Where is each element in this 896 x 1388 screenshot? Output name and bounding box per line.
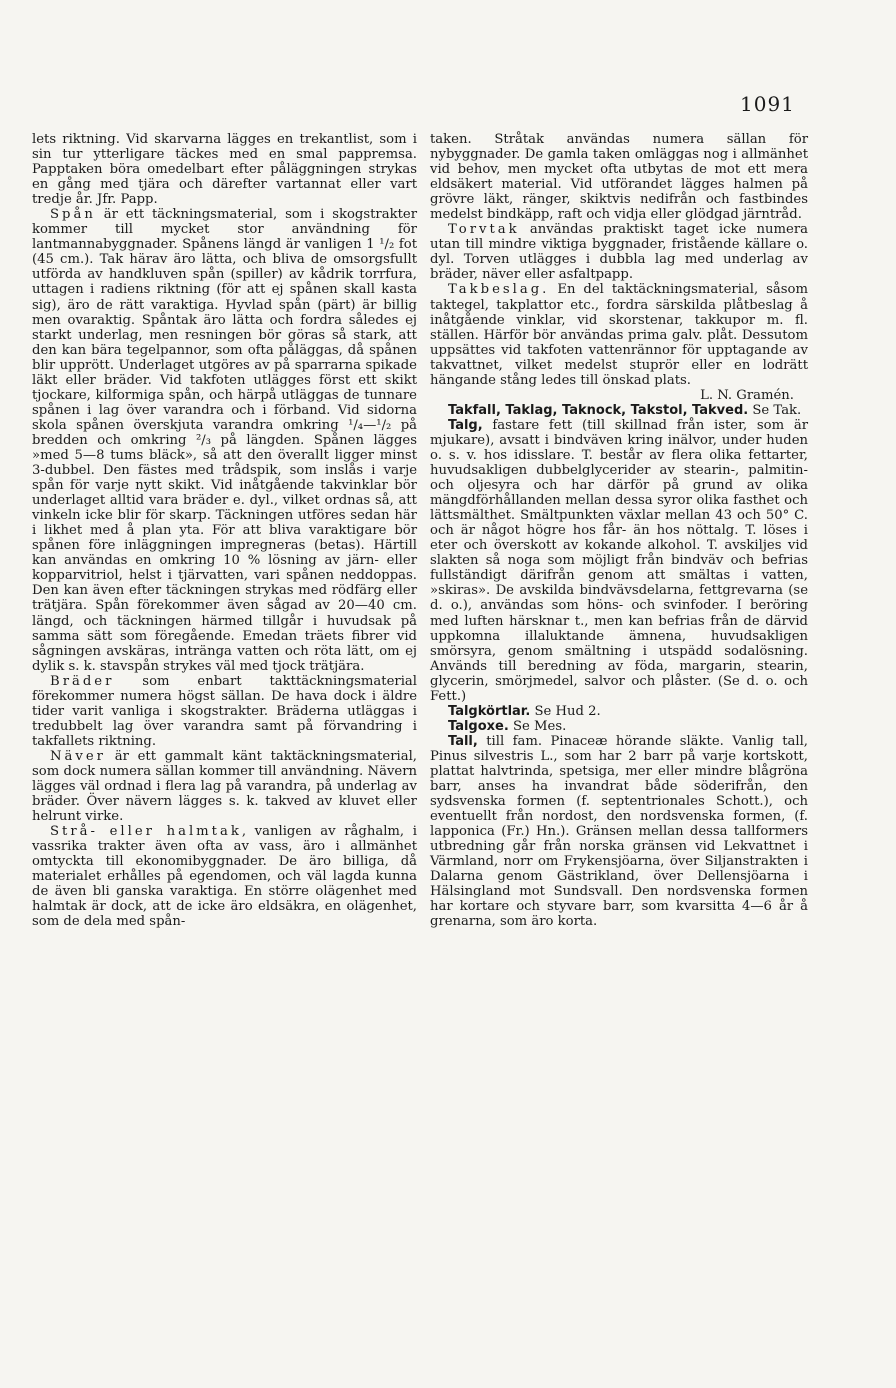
entry-text: En del taktäckningsmaterial, såsom taktegel, takplattor etc., fordra särskilda plåtbeslag å inåtgående vinklar, vid skorstenar, takkupor m. fl. ställen. Härför bör användas prima galv. plåt. Dessutom uppsättes vid takfoten vattenrännor för upptagande av takvattnet, vilket medelst stuprör eller en lodrätt hängande stång ledes till önskad plats. xyxy=(430,282,808,388)
entry-text: Se Tak. xyxy=(748,402,802,418)
entry-text: som enbart takttäckningsmaterial förekommer numera högst sällan. De hava dock i äldre tider varit vanliga i skogstrakter. Bräderna utläggas i tredubbelt lag över varandra samt på förvandring i takfallets riktning. xyxy=(32,673,417,749)
entry-torvtak xyxy=(430,222,808,282)
entry-span xyxy=(32,207,417,673)
entry-lead: Takbeslag. xyxy=(448,282,550,298)
entry-talg xyxy=(430,418,808,704)
author-signature: L. N. Gramén. xyxy=(700,387,794,403)
entry-text: är ett gammalt känt taktäckningsmaterial, som dock numera sällan kommer till användning. Nävern lägges väl ordnad i flera lag på varandra, på underlag av bräder. Över nävern lägges s. k. takved av kluvet eller helrunt virke. xyxy=(32,748,417,825)
entry-text: Se Mes. xyxy=(508,718,567,734)
entry-text: fastare fett (till skillnad från ister, som är mjukare), avsatt i bindväven kring inälvor, under huden o. s. v. hos idisslare. T. består av flera olika fettarter, huvudsakligen dubbelglycerider av stearin-, palmitin- och oljesyra och har därför på grund av olika mängdförhållanden mellan dessa syror olika fasthet och lättsmälthet. Smältpunkten växlar mellan 43 och 50° C. och är något högre hos får- än hos nöttalg. T. löses i eter och överskott av kokande alkohol. T. avskiljes vid slakten så noga som möjligt från bindväv och befrias fullständigt därifrån genom att smältas i vatten, »skiras». De avskilda bindvävsdelarna, fettgrevarna (se d. o.), användas som höns- och svinfoder. I beröring med luften härsknar t., men kan befrias från de därvid uppkomna illaluktande ämnena, huvudsakligen smörsyra, genom smältning i utspädd sodalösning. Används till beredning av föda, margarin, stearin, glycerin, smörjmedel, salvor och plåster. (Se d. o. och Fett.) xyxy=(430,417,808,704)
entry-text: är ett täckningsmaterial, som i skogstrakter kommer till mycket stor användning för lantmannabyggnader. Spånens längd är vanligen 1 ¹/₂ fot (45 cm.). Tak härav äro lätta, och bliva de omsorgsfullt utförda av handkluven spån (spiller) av kådrik torrfura, uttagen i radiens riktning (för att ej spånen skall kasta sig), äro de rätt varaktiga. Hyvlad spån (pärt) är billig men ovaraktig. Spåntak äro lätta och fordra således ej starkt underlag, men resningen bör göras så stark, att den kan bära tegelpannor, som ofta påläggas, då spånen blir upprött. Underlaget utgöres av på sparrarna spikade läkt eller bräder. Vid takfoten utlägges först ett skikt tjockare, kilformiga spån, och härpå utläggas de tunnare spånen i lag över varandra och i förband. Vid sidorna skola spånen överskjuta varandra omkring ¹/₄—¹/₂ på bredden och omkring ²/₃ på längden. Spånen lägges »med 5—8 tums bläck», så att den överallt ligger minst 3-dubbel. Den fästes med trådspik, som inslås i varje spån för varje nytt skikt. Vid inåtgående takvinklar bör underlaget alltid vara bräder e. dyl., vilket ordnas så, att vinkeln icke blir för skarp. Täckningen utföres sedan här i likhet med å plan yta. För att bliva varaktigare bör spånen före inläggningen impregneras (betas). Härtill kan användas en omkring 10 % lösning av järn- eller kopparvitriol, helst i tjärvatten, vari spånen neddoppas. Den kan även efter täckningen strykas med rödfärg eller trätjära. Spån förekommer även sågad av 20—40 cm. längd, och täckningen härmed tillgår i huvudsak på samma sätt som föregående. Emedan träets fibrer vid sågningen avskäras, intränga vatten och röta lätt, om ej dylik s. k. stavspån strykes väl med tjock trätjära. xyxy=(32,207,417,674)
entry-talgkortlar xyxy=(430,704,808,719)
entry-lead: Näver xyxy=(50,748,106,764)
headword: Takfall, Taklag, Taknock, Takstol, Takved. xyxy=(448,402,749,418)
paragraph-halmtak-continued xyxy=(430,132,808,222)
entry-tall xyxy=(430,734,808,930)
entry-text: användas praktiskt taget icke numera utan till mindre viktiga byggnader, fristående källare o. dyl. Torven utlägges i dubbla lag med underlag av bräder, näver eller asfaltpapp. xyxy=(430,222,808,283)
headword: Tall, xyxy=(448,733,478,749)
entry-takfall xyxy=(430,403,808,418)
paragraph-text: lets riktning. Vid skarvarna lägges en trekantlist, som i sin tur ytterligare täckes med en smal pappremsa. Papptaken böra omedelbart efter påläggningen strykas en gång med tjära och därefter vartannat eller vart tredje år. Jfr. Papp. xyxy=(32,132,417,208)
entry-lead: Spån xyxy=(50,207,96,223)
entry-text: Se Hud 2. xyxy=(530,703,601,719)
page-number: 1091 xyxy=(740,92,795,116)
headword: Talg, xyxy=(448,417,483,433)
entry-talgoxe xyxy=(430,719,808,734)
paragraph-text: taken. Stråtak användas numera sällan för nybyggnader. De gamla taken omläggas nog i allmänhet vid behov, men mycket ofta utbytas de mot ett mera eldsäkert material. Vid utförandet lägges halmen på grövre läkt, ränger, skiktvis nedifrån och fastbindes medelst bindkäpp, raft och vidja eller glödgad järntråd. xyxy=(430,132,808,223)
entry-halmtak xyxy=(32,824,417,929)
right-column xyxy=(430,132,808,929)
headword: Talgkörtlar. xyxy=(448,703,531,719)
paragraph-papp-continued xyxy=(32,132,417,207)
entry-brader xyxy=(32,674,417,749)
entry-text: , vanligen av råghalm, i vassrika trakter även ofta av vass, äro i allmänhet omtyckta till ekonomibyggnader. De äro billiga, då materialet erhålles på egendomen, och väl lagda kunna de även bli ganska varaktiga. En större olägenhet med halmtak är dock, att de icke äro eldsäkra, en olägenhet, som de dela med spån- xyxy=(32,824,417,930)
entry-takbeslag xyxy=(430,282,808,402)
left-column xyxy=(32,132,417,929)
entry-text: till fam. Pinaceæ hörande släkte. Vanlig tall, Pinus silvestris L., som har 2 barr på varje kortskott, plattat halvtrinda, spetsiga, mer eller mindre blågröna barr, anses ha invandrat både söderifrån, den sydsvenska formen (f. septentrionales Schott.), och eventuellt från nordost, den nordsvenska formen, (f. lapponica (Fr.) Hn.). Gränsen mellan dessa tallformers utbredning går från norska gränsen vid Lekvattnet i Värmland, norr om Frykensjöarna, över Siljanstrakten i Dalarna genom Gästrikland, över Dellensjöarna i Hälsingland mot Sundsvall. Den nordsvenska formen har kortare och styvare barr, som kvarsitta 4—6 år å grenarna, som äro korta. xyxy=(430,733,808,930)
entry-naver xyxy=(32,749,417,824)
entry-lead: Torvtak xyxy=(448,222,520,238)
headword: Talgoxe. xyxy=(448,718,509,734)
entry-lead: Bräder xyxy=(50,673,115,689)
entry-lead: Strå- eller halmtak xyxy=(50,824,242,840)
